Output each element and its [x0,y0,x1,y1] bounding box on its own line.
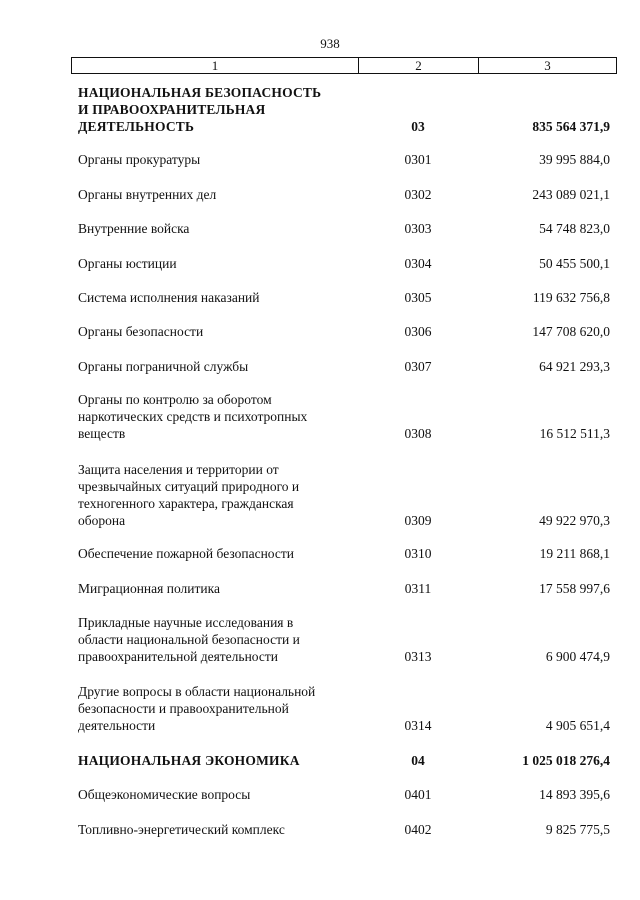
row-name-line: Органы прокуратуры [78,152,201,167]
row-amount: 16 512 511,3 [539,426,610,441]
table-row [78,545,610,562]
row-name-line: Другие вопросы в области национальной [78,684,316,699]
table-row [78,461,610,529]
row-amount: 243 089 021,1 [532,187,610,202]
row-name-line: Органы внутренних дел [78,187,217,202]
row-code: 0308 [404,426,432,441]
row-code: 0302 [404,187,432,202]
row-name [78,358,348,375]
table-row [78,580,610,597]
table-row [78,614,610,665]
row-name [78,461,348,529]
column-header-row [71,57,617,74]
row-amount: 4 905 651,4 [545,718,610,733]
row-code: 0402 [404,822,432,837]
row-amount: 835 564 371,9 [532,119,610,134]
row-code: 0401 [404,787,432,802]
table-row [78,151,610,168]
row-name [78,752,348,769]
table-row [78,786,610,803]
row-amount: 1 025 018 276,4 [522,753,610,768]
row-name-line: Прикладные научные исследования в [78,615,294,630]
row-name-line: наркотических средств и психотропных [78,409,308,424]
row-amount: 14 893 395,6 [539,787,610,802]
row-name-line: И ПРАВООХРАНИТЕЛЬНАЯ [78,102,266,117]
row-code: 0301 [404,152,432,167]
row-code: 03 [411,119,425,134]
row-amount: 39 995 884,0 [539,152,610,167]
page-number: 938 [320,36,340,51]
table-row [78,84,610,135]
row-amount: 119 632 756,8 [532,290,610,305]
row-name [78,614,348,665]
row-name-line: деятельности [78,718,156,733]
row-name-line: области национальной безопасности и [78,632,300,647]
row-name-line: Органы безопасности [78,324,204,339]
table-row [78,683,610,734]
table-row [78,391,610,442]
row-amount: 50 455 500,1 [539,256,610,271]
row-name-line: НАЦИОНАЛЬНАЯ БЕЗОПАСНОСТЬ [78,85,322,100]
row-name-line: Органы юстиции [78,256,177,271]
row-name-line: техногенного характера, гражданская [78,496,294,511]
table-row [78,323,610,340]
table-row [78,358,610,375]
row-name [78,255,348,272]
row-code: 0306 [404,324,432,339]
row-name-line: безопасности и правоохранительной [78,701,289,716]
row-name-line: Миграционная политика [78,581,220,596]
table-row [78,220,610,237]
row-name [78,220,348,237]
table-row [78,821,610,838]
row-name-line: ДЕЯТЕЛЬНОСТЬ [78,119,195,134]
row-name [78,821,348,838]
column-header-2: 2 [359,58,479,73]
row-name-line: веществ [78,426,126,441]
table-row [78,186,610,203]
row-name [78,683,348,734]
row-amount: 19 211 868,1 [539,546,610,561]
row-amount: 147 708 620,0 [532,324,610,339]
row-amount: 6 900 474,9 [545,649,610,664]
row-amount: 49 922 970,3 [539,513,610,528]
table-row [78,752,610,769]
row-name [78,151,348,168]
row-code: 04 [411,753,425,768]
row-name-line: Система исполнения наказаний [78,290,260,305]
row-name-line: чрезвычайных ситуаций природного и [78,479,300,494]
row-name-line: Органы по контролю за оборотом [78,392,272,407]
row-name [78,391,348,442]
table-row [78,255,610,272]
row-code: 0307 [404,359,432,374]
row-name-line: оборона [78,513,126,528]
row-code: 0304 [404,256,432,271]
row-name-line: Обеспечение пожарной безопасности [78,546,295,561]
row-code: 0310 [404,546,432,561]
table-row [78,289,610,306]
row-code: 0309 [404,513,432,528]
row-amount: 17 558 997,6 [539,581,610,596]
row-code: 0311 [404,581,432,596]
column-header-1: 1 [72,58,359,73]
row-code: 0314 [404,718,432,733]
row-name-line: Защита населения и территории от [78,462,279,477]
row-amount: 9 825 775,5 [545,822,610,837]
row-amount: 64 921 293,3 [539,359,610,374]
row-name-line: Органы пограничной службы [78,359,249,374]
row-name-line: Топливно-энергетический комплекс [78,822,285,837]
row-name-line: правоохранительной деятельности [78,649,278,664]
column-header-3: 3 [544,58,551,73]
row-code: 0305 [404,290,432,305]
row-code: 0303 [404,221,432,236]
row-name [78,323,348,340]
row-name-line: НАЦИОНАЛЬНАЯ ЭКОНОМИКА [78,753,300,768]
row-name [78,289,348,306]
row-name [78,580,348,597]
row-name [78,545,348,562]
row-name [78,84,348,135]
row-name [78,186,348,203]
row-code: 0313 [404,649,432,664]
row-name-line: Внутренние войска [78,221,190,236]
row-amount: 54 748 823,0 [539,221,610,236]
row-name [78,786,348,803]
row-name-line: Общеэкономические вопросы [78,787,251,802]
